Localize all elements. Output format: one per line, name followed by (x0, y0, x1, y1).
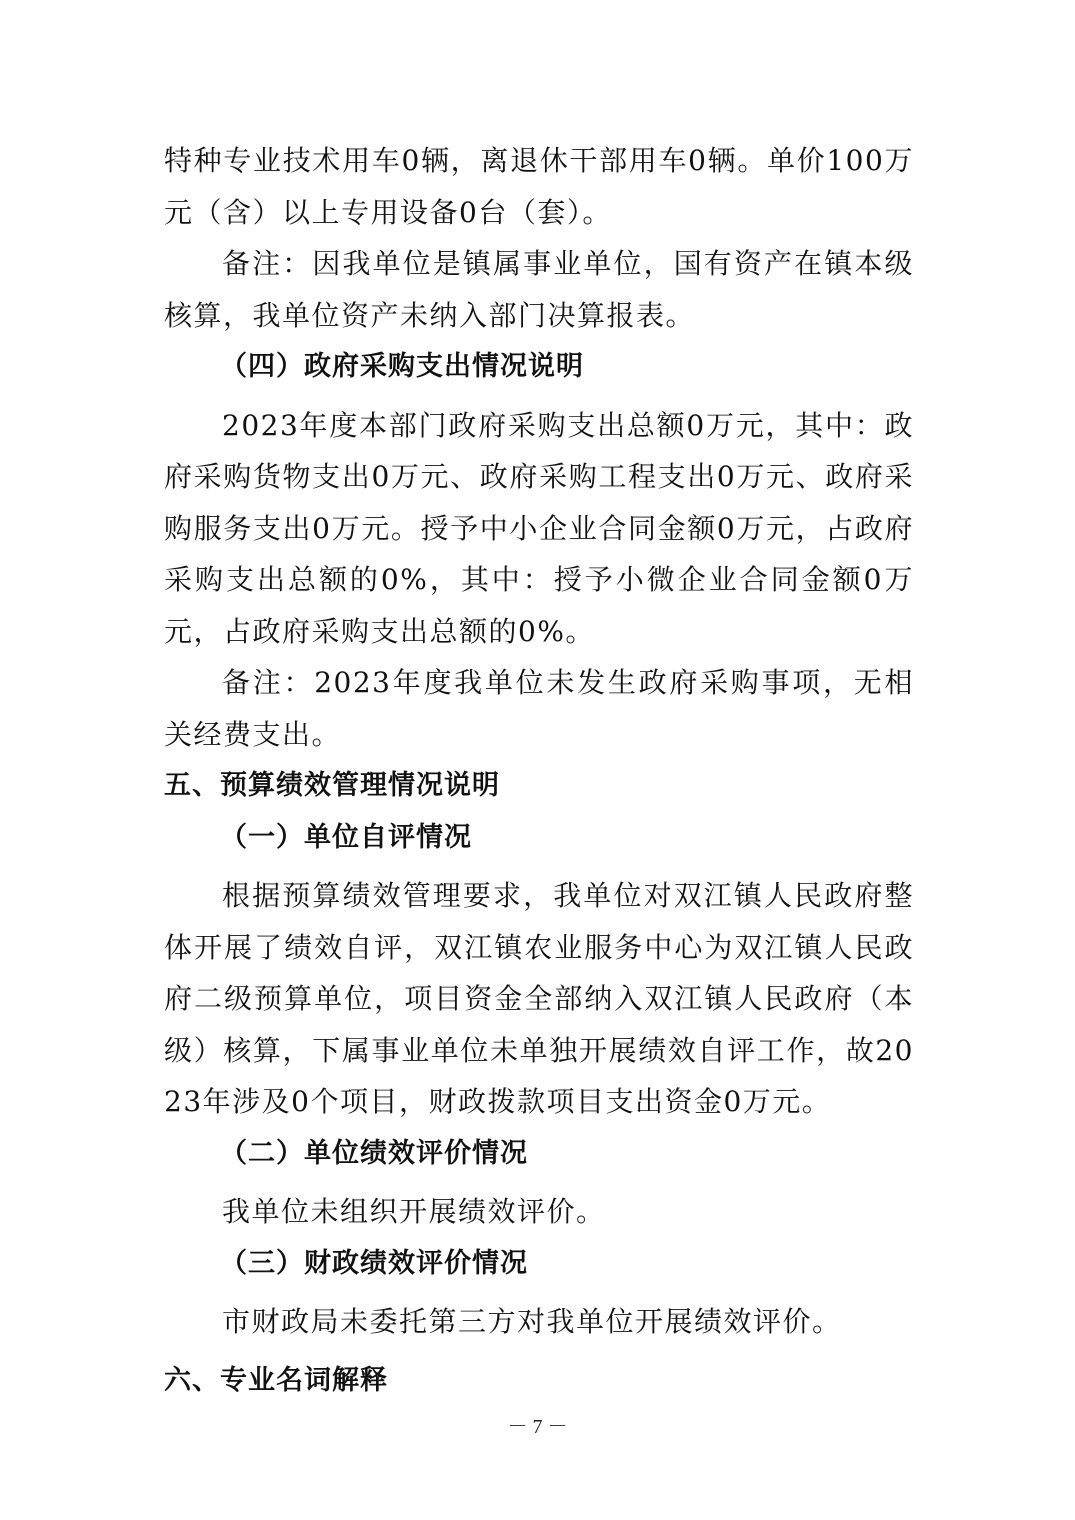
paragraph-asset-note: 备注：因我单位是镇属事业单位，国有资产在镇本级核算，我单位资产未纳入部门决算报表。 (164, 247, 914, 332)
paragraph-self-evaluation: 根据预算绩效管理要求，我单位对双江镇人民政府整体开展了绩效自评，双江镇农业服务中心为双江镇人民政府二级预算单位，项目资金全部纳入双江镇人民政府（本级）核算，下属事业单位未单独开展绩效自评工作，故2023年涉及0个项目，财政拨款项目支出资金0万元。 (164, 879, 914, 1118)
heading-glossary: 六、专业名词解释 (164, 1364, 388, 1396)
paragraph-procurement: 2023年度本部门政府采购支出总额0万元，其中：政府采购货物支出0万元、政府采购工程支出0万元、政府采购服务支出0万元。授予中小企业合同金额0万元，占政府采购支出总额的0%，其中：授予小微企业合同金额0万元，占政府采购支出总额的0%。 (164, 408, 914, 648)
subheading-unit-evaluation: （二）单位绩效评价情况 (220, 1137, 528, 1169)
paragraph-vehicles: 特种专业技术用车0辆，离退休干部用车0辆。单价100万元（含）以上专用设备0台（套）。 (164, 144, 914, 229)
page-number: － 7 － (507, 1416, 568, 1438)
document-body (164, 135, 914, 1406)
paragraph-procurement-note: 备注：2023年度我单位未发生政府采购事项，无相关经费支出。 (164, 666, 914, 751)
subheading-procurement: （四）政府采购支出情况说明 (220, 351, 584, 382)
paragraph-finance-evaluation: 市财政局未委托第三方对我单位开展绩效评价。 (222, 1305, 842, 1338)
paragraph-unit-evaluation: 我单位未组织开展绩效评价。 (222, 1195, 606, 1228)
subheading-finance-evaluation: （三）财政绩效评价情况 (220, 1247, 528, 1279)
heading-performance: 五、预算绩效管理情况说明 (164, 770, 500, 801)
subheading-self-evaluation: （一）单位自评情况 (220, 821, 472, 853)
